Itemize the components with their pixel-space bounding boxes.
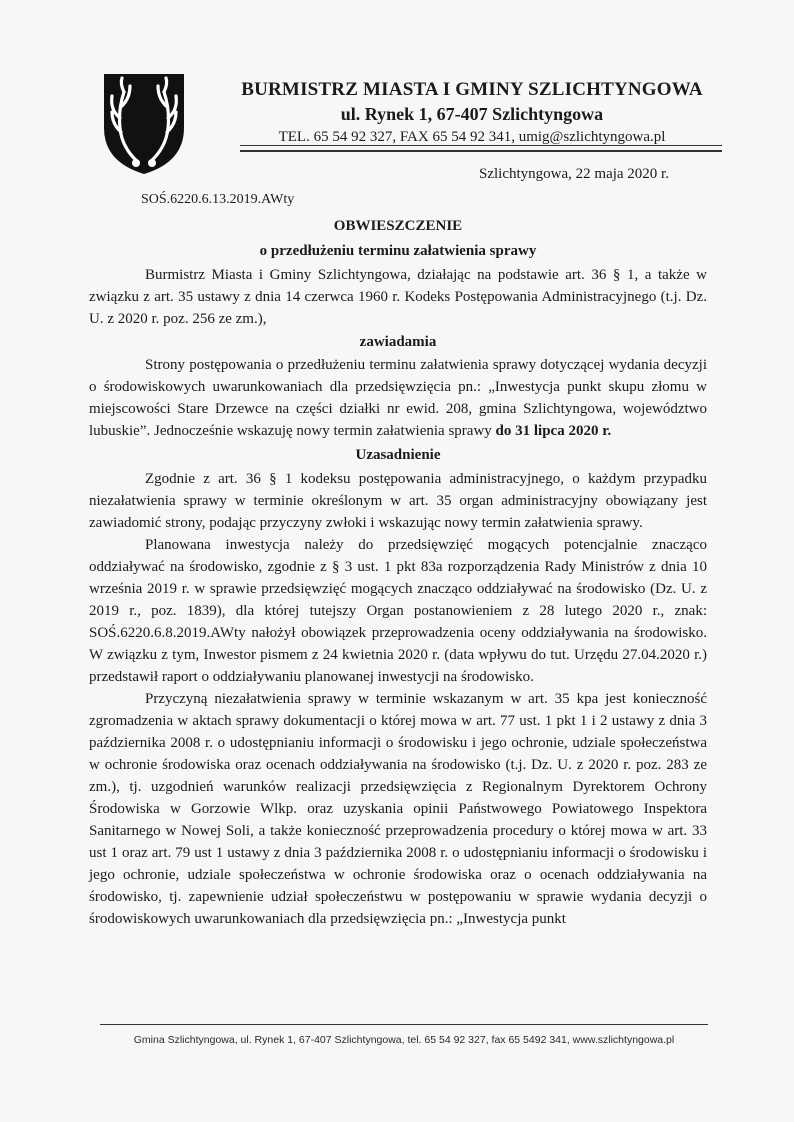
justification-paragraph: Zgodnie z art. 36 § 1 kodeksu postępowania administracyjnego, o każdym przypadku niezałatwienia sprawy w terminie określonym w art. 35 organ administracyjny obowiązany jest zawiadomić strony, podając przyczyny zwłoki i wskazując nowy termin załatwienia sprawy. xyxy=(89,471,707,531)
justification-heading: Uzasadnienie xyxy=(355,447,441,463)
justification-paragraph: Planowana inwestycja należy do przedsięwzięć mogących potencjalnie znacząco oddziaływać na środowisko, zgodnie z § 3 ust. 1 pkt 83a rozporządzenia Rady Ministrów z dnia 10 września 2019 r. w sprawie przedsięwzięć mogących znacząco oddziaływać na środowisko (Dz. U. z 2019 r., poz. 1839), dla której tutejszy Organ postanowieniem z 28 lutego 2020 r., znak: SOŚ.6220.6.8.2019.AWty nałożył obowiązek przeprowadzenia oceny oddziaływania na środowisko. W związku z tym, Inwestor pismem z 24 kwietnia 2020 r. (data wpływu do tut. Urzędu 27.04.2020 r.) przedstawił raport o oddziaływaniu planowanej inwestycji na środowisko. xyxy=(89,537,707,685)
notice-paragraph xyxy=(89,354,707,442)
document-body xyxy=(89,214,707,930)
date-line: Szlichtyngowa, 22 maja 2020 r. xyxy=(479,166,669,182)
document-subheading: o przedłużeniu terminu załatwienia sprawy xyxy=(259,243,537,259)
footer-divider xyxy=(100,1024,708,1025)
justification-paragraph: Przyczyną niezałatwienia sprawy w terminie wskazanym w art. 35 kpa jest konieczność zgromadzenia w aktach sprawy dokumentacji o której mowa w art. 77 ust. 1 pkt 1 i 2 ustawy z dnia 3 października 2008 r. o udostępnianiu informacji o środowisku i jego ochronie, udziale społeczeństwa w ochronie środowiska oraz ocenach oddziaływania na środowisko (t.j. Dz. U. z 2020 r. poz. 283 ze zm.), tj. uzgodnień warunków realizacji przedsięwzięcia z Regionalnym Dyrektorem Ochrony Środowiska w Gorzowie Wlkp. oraz uzyskania opinii Państwowego Powiatowego Inspektora Sanitarnego w Nowej Soli, a także konieczność przeprowadzenia procedury o której mowa w art. 33 ust 1 oraz art. 79 ust 1 ustawy z dnia 3 października 2008 r. o udostępnianiu informacji o środowisku i jego ochronie, udziale społeczeństwa w ochronie środowiska oraz o ocenach oddziaływania na środowisko, tj. zapewnienie udział społeczeństwu w postępowaniu w sprawie wydania decyzji o środowiskowych uwarunkowaniach dla przedsięwzięcia pn.: „Inwestycja punkt xyxy=(89,691,707,927)
page-footer: Gmina Szlichtyngowa, ul. Rynek 1, 67-407 Szlichtyngowa, tel. 65 54 92 327, fax 65 5492 341, www.szlichtyngowa.pl xyxy=(133,1034,675,1046)
notice-deadline: do 31 lipca 2020 r. xyxy=(495,423,612,439)
issuer-contact: TEL. 65 54 92 327, FAX 65 54 92 341, umig@szlichtyngowa.pl xyxy=(278,129,666,145)
letterhead-divider xyxy=(240,145,722,152)
notice-heading: zawiadamia xyxy=(359,334,437,350)
notice-text: Strony postępowania o przedłużeniu terminu załatwienia sprawy dotyczącej wydania decyzji o środowiskowych uwarunkowaniach dla przedsięwzięcia pn.: „Inwestycja punkt skupu złomu w miejscowości Stare Drzewce na części działki nr ewid. 208, gmina Szlichtyngowa, województwo lubuskie”. Jednocześnie wskazuję nowy termin załatwienia sprawy xyxy=(89,357,707,439)
reference-number: SOŚ.6220.6.13.2019.AWty xyxy=(141,192,295,207)
issuer-title: BURMISTRZ MIASTA I GMINY SZLICHTYNGOWA xyxy=(241,79,703,100)
intro-paragraph: Burmistrz Miasta i Gminy Szlichtyngowa, działając na podstawie art. 36 § 1, a także w związku z art. 35 ustawy z dnia 14 czerwca 1960 r. Kodeks Postępowania Administracyjnego (t.j. Dz. U. z 2020 r. poz. 256 ze zm.), xyxy=(89,267,707,327)
document-heading: OBWIESZCZENIE xyxy=(333,218,463,234)
coat-of-arms-icon xyxy=(100,70,188,176)
letterhead xyxy=(222,78,722,148)
issuer-address: ul. Rynek 1, 67-407 Szlichtyngowa xyxy=(340,104,604,124)
